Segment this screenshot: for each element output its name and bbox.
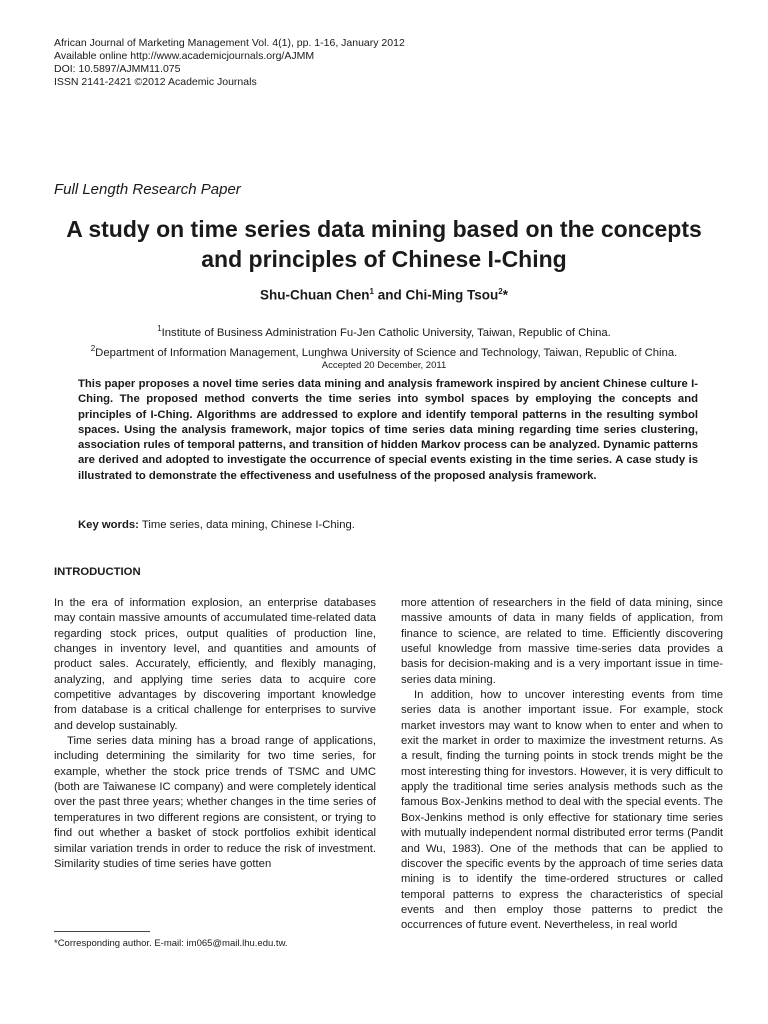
paragraph: In addition, how to uncover interesting events from time series data is another important issue. For example, stock market investors may want to know when to enter and when to exit the market in order to maximize the investment returns. As a result, finding the turning points in stock trends might be the most interesting thing for investors. However, it is very difficult to apply the traditional time series analysis methods such as the famous Box-Jenkins method to deal with the special events. The Box-Jenkins method is only effective for stationary time series with mutually independent normal distributed error terms (Pandit and Wu, 1983). One of the methods that can be applied to discover the specific events by the approach of time series data mining is to identify the time-ordered structures or called temporal patterns to express the characteristics of special events and then employ those patterns to predict the occurrences of future event. Nevertheless, in real world [401, 689, 723, 932]
paragraph: In the era of information explosion, an enterprise databases may contain massive amounts of accumulated time-related data regarding stock prices, output qualities of production line, changes in inventory level, and quantities and amounts of product sales. Accurately, efficiently, and flexibly managing, analyzing, and applying time series data to acquire core competitive advantages by discovering important knowledge from database is a critical challenge for enterprises to survive and develop sustainably. [54, 597, 376, 732]
author-1-name: Shu-Chuan Chen [260, 287, 370, 303]
footnote-divider [54, 931, 150, 932]
affiliation-1 [30, 321, 738, 341]
accepted-date: Accepted 20 December, 2011 [321, 360, 447, 371]
corresponding-author-footnote: *Corresponding author. E-mail: im065@mail.lhu.edu.tw. [54, 938, 288, 949]
affiliation-2-mark: 2 [90, 343, 96, 353]
paper-type: Full Length Research Paper [54, 181, 241, 198]
section-heading-introduction: INTRODUCTION [54, 566, 141, 578]
abstract: This paper proposes a novel time series data mining and analysis framework inspired by ancient Chinese culture I-Ching. The proposed method converts the time series into symbol spaces by employing the concepts and principles of I-Ching. Algorithms are addressed to explore and identify temporal patterns in the resulting symbol spaces. Using the analysis framework, major topics of time series data mining regarding time series clustering, association rules of temporal patterns, and transition of hidden Markov process can be analyzed. Dynamic patterns are derived and adopted to investigate the occurrence of special events existing in the time series. A case study is illustrated to demonstrate the effectiveness and usefulness of the proposed analysis framework. [78, 378, 698, 482]
author-line [54, 287, 714, 303]
keywords [78, 519, 355, 531]
keywords-text: Time series, data mining, Chinese I-Ching. [138, 519, 355, 531]
paper-title: A study on time series data mining based on the concepts and principles of Chinese I-Ching [66, 216, 702, 272]
journal-online-url: Available online http://www.academicjournals.org/AJMM [54, 50, 315, 62]
author-2-affil-mark: 2 [498, 287, 503, 296]
affiliations [30, 321, 738, 361]
paragraph: Time series data mining has a broad range of applications, including determining the similarity for two time series, for example, whether the stock price trends of TSMC and UMC (both are Taiwanese IC company) and were completely identical over the past three years; whether changes in the time series of temperatures in two different regions are consistent, or trying to find out whether a basket of stock portfolios exhibit identical similar variation trends in order to reduce the risk of investment. Similarity studies of time series have gotten [54, 735, 376, 870]
affiliation-2 [30, 341, 738, 361]
journal-doi: DOI: 10.5897/AJMM11.075 [54, 63, 181, 75]
paragraph: more attention of researchers in the field of data mining, since massive amounts of data in many fields of application, from finance to science, are related to time. Efficiently discovering useful knowledge from massive time-series data provides a basis for decision-making and is a very important issue in time-series data mining. [401, 597, 723, 686]
corresponding-author-mark: * [502, 287, 508, 303]
body-column-right [401, 596, 723, 934]
author-1-affil-mark: 1 [369, 287, 374, 296]
affiliation-1-text: Institute of Business Administration Fu-Jen Catholic University, Taiwan, Republic of China. [161, 326, 611, 339]
journal-issn: ISSN 2141-2421 ©2012 Academic Journals [54, 76, 257, 88]
affiliation-1-mark: 1 [157, 324, 162, 333]
journal-header [54, 37, 405, 89]
keywords-label: Key words: [78, 519, 139, 531]
body-column-left [54, 596, 376, 872]
author-conjunction: and [373, 287, 406, 303]
author-2-name: Chi-Ming Tsou [405, 287, 499, 303]
journal-citation: African Journal of Marketing Management Vol. 4(1), pp. 1-16, January 2012 [54, 37, 405, 49]
affiliation-2-text: Department of Information Management, Lunghwa University of Science and Technology, Taiwan, Republic of China. [95, 346, 678, 359]
